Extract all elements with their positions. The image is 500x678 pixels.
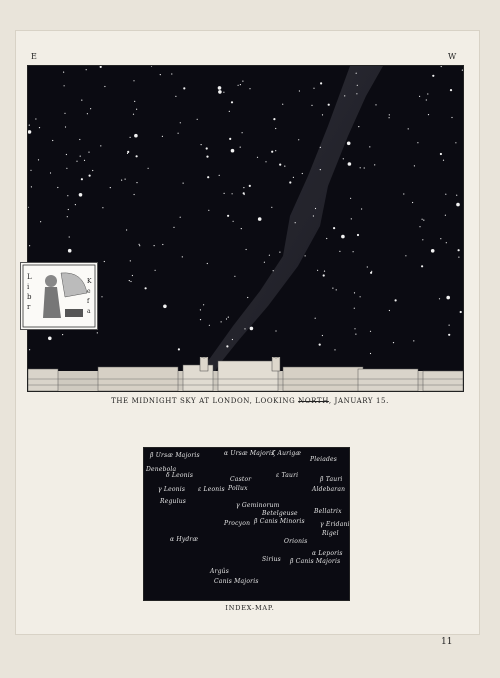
star: [233, 221, 234, 222]
star: [180, 122, 181, 123]
star: [218, 86, 222, 90]
star: [139, 244, 140, 245]
star: [413, 340, 414, 341]
star: [458, 257, 459, 258]
star: [68, 249, 72, 253]
star: [293, 177, 294, 178]
star: [155, 270, 156, 271]
star: [28, 207, 29, 208]
star: [249, 185, 251, 187]
star: [129, 280, 130, 281]
star: [132, 275, 133, 276]
star: [357, 234, 359, 236]
star: [347, 142, 351, 146]
star: [28, 130, 31, 134]
star: [242, 81, 243, 82]
star: [302, 173, 303, 174]
star: [64, 113, 65, 114]
star: [422, 219, 423, 220]
star: [275, 150, 276, 151]
star: [197, 119, 198, 120]
star: [311, 105, 312, 106]
star: [81, 178, 83, 180]
star: [50, 172, 51, 173]
star: [97, 332, 98, 333]
star: [323, 274, 325, 276]
star: [414, 165, 415, 166]
star: [332, 288, 333, 289]
star: [52, 140, 53, 141]
star: [89, 175, 91, 177]
svg-text:K: K: [87, 278, 92, 285]
index-label: β Tauri: [320, 476, 343, 483]
star: [148, 168, 149, 169]
star: [175, 96, 176, 97]
star: [357, 85, 358, 86]
star: [344, 95, 345, 96]
index-label: Argûs: [210, 568, 229, 575]
star: [104, 261, 105, 262]
star: [29, 245, 30, 246]
star: [456, 203, 460, 207]
star: [455, 142, 456, 143]
star: [440, 238, 441, 239]
index-label: α Ursæ Majoris: [224, 450, 275, 457]
star: [289, 181, 291, 183]
star: [201, 144, 202, 145]
star: [275, 128, 276, 129]
index-label: γ Leonis: [158, 486, 186, 493]
star: [134, 101, 135, 102]
star: [57, 187, 58, 188]
star: [125, 179, 126, 180]
star: [171, 73, 172, 74]
star: [207, 263, 208, 264]
star: [87, 113, 88, 114]
star: [334, 349, 335, 350]
star: [232, 339, 233, 340]
star: [66, 154, 67, 155]
star: [127, 151, 129, 153]
star: [64, 85, 65, 86]
star: [130, 281, 131, 282]
star: [446, 296, 450, 300]
star: [244, 194, 245, 195]
star: [136, 155, 138, 157]
star: [449, 325, 450, 326]
star: [450, 89, 452, 91]
star: [231, 101, 233, 103]
index-label: Pleiades: [310, 456, 338, 463]
star: [431, 249, 435, 253]
star: [29, 125, 30, 126]
star: [250, 327, 254, 331]
star: [203, 304, 204, 305]
star: [246, 249, 247, 250]
index-label: γ Eridani: [320, 521, 350, 528]
figure-caption: [0, 397, 500, 405]
star: [227, 215, 229, 217]
star: [279, 252, 280, 253]
star: [313, 215, 314, 216]
index-label: Rigel: [322, 530, 339, 537]
star: [234, 276, 235, 277]
star: [315, 208, 316, 209]
star: [273, 270, 274, 271]
east-label: E: [31, 52, 38, 61]
star: [80, 156, 81, 157]
star: [100, 145, 101, 146]
star: [448, 334, 450, 336]
star: [403, 193, 404, 194]
caption-prefix: THE MIDNIGHT SKY AT LONDON, LOOKING: [111, 397, 299, 405]
star: [228, 317, 229, 318]
index-label: γ Geminorum: [236, 502, 280, 509]
index-label: Denebola: [146, 466, 177, 473]
star: [339, 251, 340, 252]
index-label: α Leporis: [312, 550, 343, 557]
star: [393, 342, 394, 343]
star: [356, 93, 357, 94]
star: [62, 334, 63, 335]
index-label: β Canis Majoris: [290, 558, 341, 565]
star: [367, 266, 368, 267]
star: [295, 222, 296, 223]
star: [271, 207, 272, 208]
star: [130, 137, 131, 138]
star: [328, 104, 330, 106]
index-label: ε Tauri: [276, 472, 299, 479]
star: [162, 136, 163, 137]
star: [336, 289, 337, 290]
star: [79, 139, 80, 140]
star: [354, 328, 355, 329]
star: [88, 152, 89, 153]
index-label: Sirius: [262, 556, 281, 563]
star: [238, 85, 239, 86]
index-map-caption: INDEX-MAP.: [225, 604, 275, 612]
index-label: Pollux: [228, 485, 248, 492]
index-label: Orionis: [284, 538, 308, 545]
svg-text:r: r: [27, 303, 31, 311]
star: [232, 193, 233, 194]
index-label: Aldebaran: [312, 486, 346, 493]
star: [65, 126, 66, 127]
london-skyline: [28, 357, 463, 391]
star: [208, 210, 209, 211]
star: [247, 297, 248, 298]
star: [39, 127, 40, 128]
star: [446, 242, 447, 243]
svg-text:i: i: [27, 283, 30, 291]
star: [389, 117, 390, 118]
star: [282, 104, 283, 105]
library-stamp-seal: [21, 263, 97, 329]
star: [63, 72, 64, 73]
star: [324, 271, 325, 272]
star: [348, 162, 352, 166]
star: [458, 249, 460, 251]
star: [240, 84, 241, 85]
star: [121, 180, 122, 181]
star: [320, 147, 321, 148]
star: [86, 69, 87, 70]
star: [76, 161, 77, 162]
star: [350, 198, 351, 199]
svg-text:b: b: [27, 293, 32, 301]
star: [100, 66, 102, 68]
star: [315, 318, 316, 319]
star: [221, 321, 222, 322]
star: [226, 318, 227, 319]
index-label: β Ursæ Majoris: [150, 452, 200, 459]
star: [68, 209, 69, 210]
star: [75, 204, 76, 205]
svg-text:e: e: [87, 288, 91, 295]
star: [313, 88, 314, 89]
star: [35, 118, 36, 119]
west-label: W: [448, 52, 458, 61]
star: [240, 147, 241, 148]
star: [451, 117, 452, 118]
library-stamp: [20, 262, 98, 330]
star: [134, 194, 135, 195]
night-sky-plate: [27, 65, 464, 392]
index-label: Canis Majoris: [214, 578, 259, 585]
star: [69, 236, 70, 237]
star: [257, 157, 258, 158]
index-label: Regulus: [160, 498, 187, 505]
star: [299, 90, 300, 91]
star: [360, 167, 361, 168]
star: [81, 100, 82, 101]
star: [178, 348, 180, 350]
star: [265, 161, 266, 162]
star: [423, 220, 424, 221]
star: [249, 88, 250, 89]
star: [136, 109, 137, 110]
star: [243, 187, 244, 188]
star: [90, 108, 91, 109]
svg-text:L: L: [27, 273, 32, 281]
star: [67, 195, 68, 196]
star: [104, 86, 105, 87]
star: [258, 217, 262, 221]
star: [355, 334, 356, 335]
star: [441, 66, 442, 67]
star: [139, 245, 140, 246]
index-label: Procyon: [224, 520, 251, 527]
index-label: δ Leonis: [166, 472, 194, 479]
star: [182, 256, 183, 257]
star: [219, 175, 220, 176]
index-label: Betelgeuse: [262, 510, 298, 517]
star: [102, 207, 103, 208]
star: [333, 227, 335, 229]
star: [343, 158, 344, 159]
star: [229, 138, 231, 140]
star: [439, 298, 440, 299]
star: [269, 255, 270, 256]
star: [298, 139, 299, 140]
index-label: ε Leonis: [198, 486, 225, 493]
milky-way-band: [28, 66, 463, 391]
star: [353, 251, 354, 252]
star: [264, 262, 265, 263]
star: [443, 160, 444, 161]
index-map: [143, 447, 350, 601]
star: [67, 216, 68, 217]
star: [134, 134, 138, 138]
star: [374, 164, 375, 165]
star: [273, 118, 275, 120]
star: [229, 111, 230, 112]
star: [30, 170, 31, 171]
index-label: ζ Aurigæ: [272, 450, 302, 457]
star: [136, 182, 137, 183]
star: [319, 344, 321, 346]
star: [151, 66, 152, 67]
star: [133, 114, 134, 115]
star: [242, 132, 243, 133]
star: [432, 75, 434, 77]
star: [460, 311, 462, 313]
star: [358, 126, 359, 127]
star: [305, 255, 306, 256]
star: [427, 93, 428, 94]
star: [183, 183, 184, 184]
star: [271, 151, 273, 153]
star: [84, 160, 85, 161]
star: [354, 308, 355, 309]
svg-text:f: f: [87, 298, 90, 305]
star: [162, 244, 163, 245]
star: [209, 325, 210, 326]
star: [456, 195, 457, 196]
star: [206, 147, 208, 149]
star: [375, 104, 376, 105]
star: [101, 296, 102, 297]
svg-text:a: a: [87, 308, 91, 315]
star: [361, 208, 362, 209]
star: [389, 310, 390, 311]
star: [320, 169, 321, 170]
star: [417, 142, 418, 143]
caption-suffix: , JANUARY 15.: [328, 397, 389, 405]
star: [356, 73, 357, 74]
star: [322, 114, 323, 115]
star: [241, 228, 242, 229]
star: [133, 80, 134, 81]
star: [412, 202, 413, 203]
star: [79, 193, 83, 197]
star: [341, 235, 345, 239]
star: [178, 133, 179, 134]
star: [275, 330, 276, 331]
star: [426, 99, 427, 100]
star: [92, 170, 93, 171]
star: [279, 164, 281, 166]
star: [29, 349, 30, 350]
star: [40, 221, 41, 222]
star: [180, 217, 181, 218]
star: [364, 167, 365, 168]
star: [408, 128, 409, 129]
star: [354, 292, 355, 293]
star: [370, 272, 372, 274]
star: [419, 226, 420, 227]
star: [207, 176, 209, 178]
star: [322, 335, 323, 336]
star: [405, 255, 406, 256]
star: [370, 331, 371, 332]
index-label: Bellatrix: [314, 508, 342, 515]
star: [351, 218, 352, 219]
star: [206, 156, 208, 158]
star: [419, 96, 420, 97]
page-number: 11: [441, 637, 453, 647]
star: [422, 239, 423, 240]
star: [200, 319, 201, 320]
star: [317, 270, 318, 271]
index-label: Castor: [230, 476, 252, 483]
star: [360, 296, 361, 297]
star: [440, 153, 442, 155]
star: [226, 345, 228, 347]
star: [223, 92, 224, 93]
star: [389, 114, 390, 115]
star: [445, 215, 446, 216]
star: [244, 328, 245, 329]
caption-struck-word: NORTH: [298, 397, 329, 405]
star: [326, 238, 327, 239]
star: [130, 260, 131, 261]
star: [231, 149, 235, 153]
star: [160, 74, 161, 75]
star: [395, 299, 397, 301]
star: [428, 114, 429, 115]
star: [48, 337, 52, 341]
star: [163, 305, 167, 309]
star: [284, 166, 285, 167]
star: [154, 245, 155, 246]
star: [173, 227, 174, 228]
star: [200, 309, 201, 310]
star: [183, 87, 185, 89]
star: [421, 265, 423, 267]
star: [127, 153, 128, 154]
star: [66, 168, 67, 169]
star: [110, 187, 111, 188]
index-label: β Canis Minoris: [254, 518, 305, 525]
star: [445, 194, 446, 195]
star: [462, 70, 463, 71]
star: [320, 82, 322, 84]
star: [224, 193, 225, 194]
star: [218, 90, 222, 94]
star: [126, 229, 127, 230]
index-label: α Hydræ: [170, 536, 199, 543]
star: [31, 186, 32, 187]
star: [145, 287, 147, 289]
star: [369, 146, 370, 147]
star: [370, 353, 371, 354]
star: [38, 159, 39, 160]
